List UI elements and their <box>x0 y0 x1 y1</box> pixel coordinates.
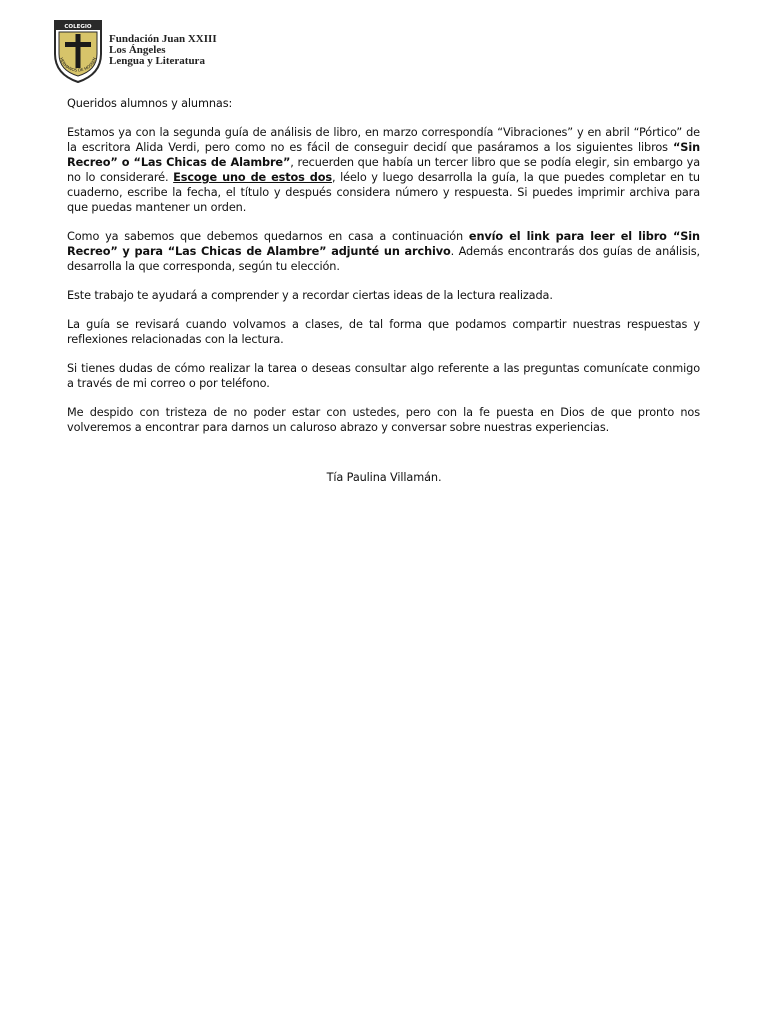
paragraph-4: La guía se revisará cuando volvamos a clases, de tal forma que podamos compartir nuestras respuestas y reflexiones relacionadas con la lectura. <box>67 318 700 346</box>
p2-link-notice: envío el link para leer el libro “Sin Recreo” y para “Las Chicas de Alambre” adjunté un archivo <box>67 230 700 258</box>
p1-book-titles: “Sin Recreo” o “Las Chicas de Alambre” <box>67 141 700 169</box>
paragraph-5: Si tienes dudas de cómo realizar la tarea o deseas consultar algo referente a las preguntas comunícate conmigo a través de mi correo o por teléfono. <box>67 362 700 390</box>
p2-text-a: Como ya sabemos que debemos quedarnos en casa a continuación <box>67 230 469 243</box>
paragraph-3: Este trabajo te ayudará a comprender y a recordar ciertas ideas de la lectura realizada. <box>67 289 553 302</box>
school-subject: Lengua y Literatura <box>109 55 205 67</box>
crest-top-text: COLEGIO <box>64 24 92 30</box>
school-city: Los Ángeles <box>109 44 166 56</box>
letter-greeting: Queridos alumnos y alumnas: <box>67 97 233 110</box>
p2-text-c: . Además encontrarás dos guías de análisis, desarrolla la que corresponda, según tu elección. <box>67 245 700 273</box>
letter-body <box>67 96 700 449</box>
p1-choose-instruction: Escoge uno de estos dos <box>173 171 332 184</box>
p1-text-a: Estamos ya con la segunda guía de análisis de libro, en marzo correspondía “Vibraciones” y en abril “Pórtico” de la escritora Alida Verdi, pero como no es fácil de conseguir decidí que pasáramos a los siguientes libros <box>67 126 700 154</box>
p1-text-e: , léelo y luego desarrolla la guía, la que puedes completar en tu cuaderno, escribe la fecha, el título y después considera número y respuesta. Si puedes imprimir archiva para que puedas mantener un orden. <box>67 171 700 214</box>
school-name: Fundación Juan XXIII <box>109 33 217 45</box>
paragraph-6: Me despido con tristeza de no poder estar con ustedes, pero con la fe puesta en Dios de que pronto nos volveremos a encontrar para darnos un caluroso abrazo y conversar sobre nuestras experiencias. <box>67 406 700 434</box>
p1-text-c: , recuerden que había un tercer libro que se podía elegir, sin embargo ya no lo consideraré. <box>67 156 701 184</box>
crest-arc-text: HERMANOS DE MOSSEN <box>58 56 98 73</box>
school-crest-icon <box>52 18 104 84</box>
letterhead <box>52 18 217 84</box>
school-name-block <box>109 34 217 67</box>
paragraph-1 <box>67 125 700 215</box>
letter-signature: Tía Paulina Villamán. <box>326 471 442 484</box>
paragraph-2 <box>67 229 700 274</box>
